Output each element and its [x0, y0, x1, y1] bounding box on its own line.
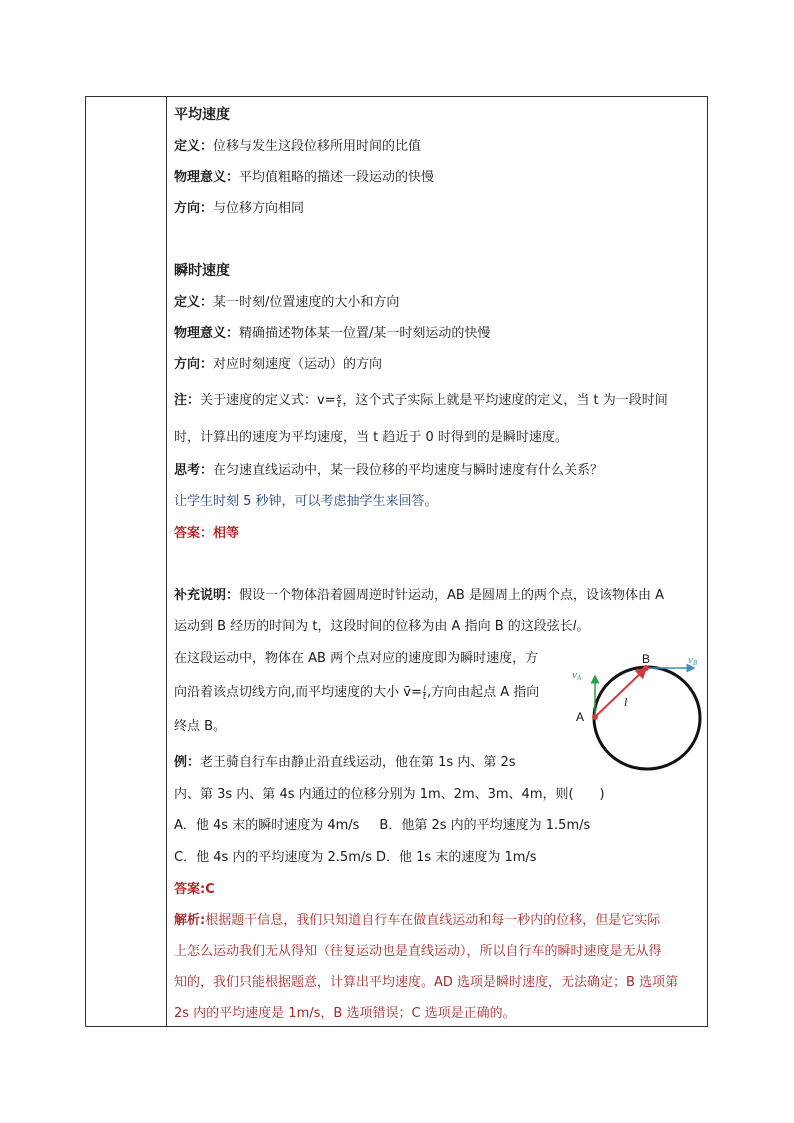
think-answer: 答案：相等 [174, 526, 240, 541]
option-b: B．他第 2s 内的平均速度为 1.5m/s [379, 818, 591, 833]
supp-line5: 终点 B。 [174, 719, 227, 734]
supp-line3: 在这段运动中，物体在 AB 两个点对应的速度即为瞬时速度，方 [174, 651, 539, 666]
avg-title: 平均速度 [174, 107, 230, 123]
label-b: B [642, 652, 651, 666]
think-hint: 让学生时刻 5 秒钟，可以考虑抽学生来回答。 [174, 494, 438, 509]
think-question: 思考：在匀速直线运动中，某一段位移的平均速度与瞬时速度有什么关系？ [174, 463, 604, 478]
label-va: vA [572, 669, 582, 682]
analysis-line3: 知的，我们只能根据题意，计算出平均速度。AD 选项是瞬时速度，无法确定；B 选项第 [174, 975, 679, 990]
label-l: l [624, 695, 628, 709]
example-line2: 内、第 3s 内、第 4s 内通过的位移分别为 1m、2m、3m、4m，则( ) [174, 787, 605, 802]
label-a: A [576, 710, 585, 724]
label-vb: vB [688, 654, 698, 667]
supp-line2: 运动到 B 经历的时间为 t，这段时间的位移为由 A 指向 B 的这段弦长l。 [174, 619, 590, 634]
analysis-line2: 上怎么运动我们无从得知（往复运动也是直线运动），所以自行车的瞬时速度是无从得 [174, 944, 662, 959]
supp-line4: 向沿着该点切线方向,而平均速度的大小 v̄= $\frac{l}{t}$ ,方向由起点 A 指向 [174, 684, 540, 701]
example-options-ab [174, 816, 590, 836]
avg-speed-fraction: $\frac{l}{t}$ [422, 684, 426, 701]
avg-direction: 方向：与位移方向相同 [174, 201, 305, 216]
velocity-fraction: $\frac{x}{t}$ [336, 392, 342, 409]
note-line1: 注：关于速度的定义式：v= $\frac{x}{t}$ ，这个式子实际上就是平均速度的定义，当 t 为一段时间 [174, 392, 668, 409]
example-line1: 例：老王骑自行车由静止沿直线运动，他在第 1s 内、第 2s [174, 755, 516, 770]
analysis-line4: 2s 内的平均速度是 1m/s，B 选项错误；C 选项是正确的。 [174, 1006, 516, 1021]
analysis-line1: 解析:根据题干信息，我们只知道自行车在做直线运动和每一秒内的位移，但是它实际 [174, 913, 661, 928]
circle-motion-diagram [570, 648, 710, 778]
inst-meaning: 物理意义：精确描述物体某一位置/某一时刻运动的快慢 [174, 326, 491, 341]
circle-path [594, 667, 700, 769]
note-line2: 时，计算出的速度为平均速度，当 t 趋近于 0 时得到的是瞬时速度。 [174, 430, 568, 445]
avg-meaning: 物理意义：平均值粗略的描述一段运动的快慢 [174, 170, 435, 185]
inst-direction: 方向：对应时刻速度（运动）的方向 [174, 357, 383, 372]
column-divider [166, 97, 167, 1026]
example-answer: 答案:C [174, 882, 215, 897]
option-a: A．他 4s 末的瞬时速度为 4m/s [174, 818, 360, 833]
option-d: D．他 1s 末的速度为 1m/s [376, 850, 537, 865]
table-frame [85, 96, 708, 1027]
option-c: C．他 4s 内的平均速度为 2.5m/s [174, 850, 373, 865]
avg-definition: 定义：位移与发生这段位移所用时间的比值 [174, 139, 422, 154]
inst-definition: 定义：某一时刻/位置速度的大小和方向 [174, 295, 400, 310]
supp-line1: 补充说明：假设一个物体沿着圆周逆时针运动，AB 是圆周上的两个点，设该物体由 A [174, 588, 664, 603]
example-options-cd [174, 848, 537, 868]
inst-title: 瞬时速度 [174, 263, 230, 279]
point-a-dot [592, 714, 598, 720]
